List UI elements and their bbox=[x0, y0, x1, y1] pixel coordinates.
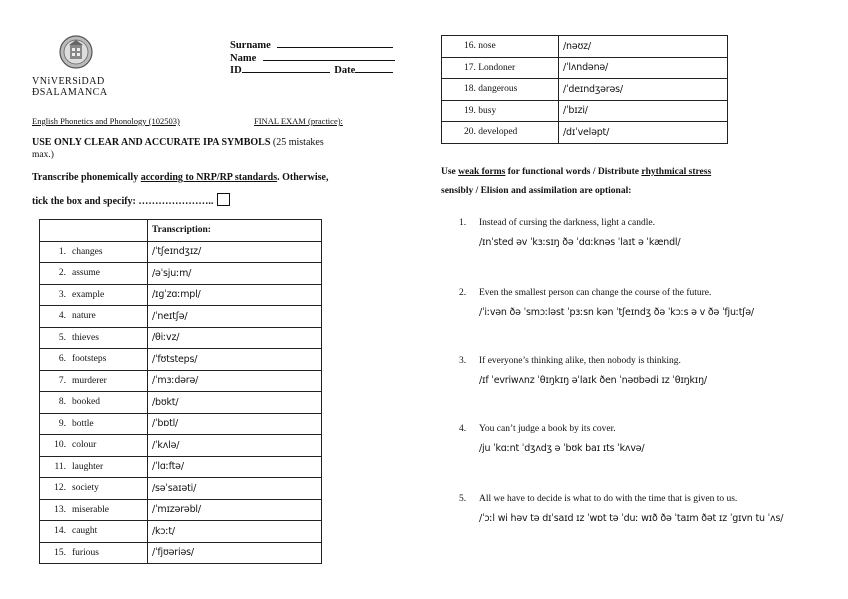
word-cell bbox=[40, 241, 148, 263]
word-cell: 16. nose bbox=[442, 36, 559, 58]
university-name-line2: ÐSALAMANCA bbox=[32, 87, 108, 98]
transcription-cell[interactable]: /ɪgˈzɑːmpl/ bbox=[148, 284, 322, 306]
word-number: 11. bbox=[54, 461, 66, 472]
word-cell: 17. Londoner bbox=[442, 57, 559, 79]
table-row bbox=[442, 36, 728, 58]
section2-instruction-line2: sensibly / Elision and assimilation are optional: bbox=[441, 186, 632, 196]
sentence-number: 1. bbox=[459, 218, 467, 228]
transcription-cell[interactable]: /ˈfʊtsteps/ bbox=[148, 349, 322, 371]
word-cell: 20. developed bbox=[442, 122, 559, 144]
word-cell bbox=[40, 263, 148, 285]
sentence-text-line bbox=[459, 288, 711, 298]
section2-instruction bbox=[441, 167, 711, 177]
word-text: assume bbox=[72, 268, 100, 279]
sentence-transcription[interactable]: /ˈɔːl wi həv tə dɪˈsaɪd ɪz ˈwɒt tə ˈduː wɪð ðə ˈtaɪm ðət ɪz ˈgɪvn tu ˈʌs/ bbox=[479, 513, 784, 524]
sentence-text: Instead of cursing the darkness, light a candle. bbox=[479, 218, 655, 228]
transcription-cell[interactable]: /ˈbɪzi/ bbox=[559, 100, 728, 122]
sentence-text-line bbox=[459, 218, 655, 228]
word-number: 7. bbox=[58, 375, 66, 386]
table-header-transcription: Transcription: bbox=[148, 220, 322, 242]
table-row bbox=[442, 79, 728, 101]
table-row bbox=[40, 241, 322, 263]
transcription-cell[interactable]: /ˈfjʊəriəs/ bbox=[148, 542, 322, 564]
word-text: colour bbox=[72, 440, 97, 451]
tick-text: tick the box and specify: ………………….. bbox=[32, 196, 214, 207]
transcription-cell[interactable]: /əˈsjuːm/ bbox=[148, 263, 322, 285]
table-row bbox=[40, 499, 322, 521]
sentence-transcription[interactable]: /ɪnˈsted əv ˈkɜːsɪŋ ðə ˈdɑːknəs ˈlaɪt ə ˈkændl/ bbox=[479, 237, 681, 248]
section2-mid: for functional words / Distribute bbox=[505, 167, 642, 177]
word-cell bbox=[40, 284, 148, 306]
word-text: murderer bbox=[72, 375, 107, 386]
word-number: 10. bbox=[54, 440, 66, 451]
word-cell bbox=[40, 392, 148, 414]
transcription-cell[interactable]: /ˈneɪtʃə/ bbox=[148, 306, 322, 328]
word-cell: 19. busy bbox=[442, 100, 559, 122]
word-text: furious bbox=[72, 547, 99, 558]
table-row bbox=[40, 392, 322, 414]
transcription-cell[interactable]: /səˈsaɪəti/ bbox=[148, 478, 322, 500]
table-row bbox=[442, 100, 728, 122]
word-number: 9. bbox=[58, 418, 66, 429]
standard-checkbox[interactable] bbox=[217, 193, 230, 206]
ipa-instruction-bold: USE ONLY CLEAR AND ACCURATE IPA SYMBOLS bbox=[32, 137, 271, 148]
transcribe-pre: Transcribe phonemically bbox=[32, 172, 141, 183]
ipa-instruction-note: (25 mistakes bbox=[272, 137, 324, 148]
transcription-cell[interactable]: /dɪˈveləpt/ bbox=[559, 122, 728, 144]
word-number: 8. bbox=[58, 397, 66, 408]
table-row bbox=[40, 435, 322, 457]
sentence-number: 2. bbox=[459, 288, 467, 298]
sentence-transcription[interactable]: /ˈiːvən ðə ˈsmɔːləst ˈpɜːsn kən ˈtʃeɪndʒ ðə ˈkɔːs ə v ðə ˈfjuːtʃə/ bbox=[479, 307, 754, 318]
transcription-cell[interactable]: /ˈkʌlə/ bbox=[148, 435, 322, 457]
transcription-cell[interactable]: /θiːvz/ bbox=[148, 327, 322, 349]
sentence-number: 3. bbox=[459, 356, 467, 366]
word-number: 5. bbox=[58, 332, 66, 343]
surname-label: Surname bbox=[230, 40, 271, 51]
word-text: society bbox=[72, 483, 99, 494]
id-line bbox=[242, 63, 330, 73]
word-table bbox=[39, 219, 322, 564]
surname-field[interactable] bbox=[230, 38, 393, 51]
word-cell bbox=[40, 456, 148, 478]
table-row bbox=[40, 542, 322, 564]
word-text: example bbox=[72, 289, 105, 300]
table-row bbox=[40, 284, 322, 306]
table-row bbox=[40, 263, 322, 285]
date-label: Date bbox=[334, 65, 356, 76]
table-row bbox=[40, 413, 322, 435]
course-title: English Phonetics and Phonology (102503) bbox=[32, 116, 180, 126]
table-row bbox=[40, 478, 322, 500]
table-header-empty bbox=[40, 220, 148, 242]
word-text: thieves bbox=[72, 332, 99, 343]
surname-line bbox=[277, 38, 393, 48]
sentence-number: 4. bbox=[459, 424, 467, 434]
word-cell bbox=[40, 499, 148, 521]
word-text: footsteps bbox=[72, 354, 107, 365]
word-cell bbox=[40, 306, 148, 328]
transcribe-post: . Otherwise, bbox=[277, 172, 329, 183]
date-line bbox=[355, 63, 393, 73]
word-number: 6. bbox=[58, 354, 66, 365]
table-header-row bbox=[40, 220, 322, 242]
table-row bbox=[40, 349, 322, 371]
sentence-transcription[interactable]: /ɪf ˈevriwʌnz ˈθɪŋkɪŋ əˈlaɪk ðen ˈnəʊbədi ɪz ˈθɪŋkɪŋ/ bbox=[479, 375, 707, 386]
word-text: booked bbox=[72, 397, 100, 408]
word-cell bbox=[40, 349, 148, 371]
transcription-cell[interactable]: /nəʊz/ bbox=[559, 36, 728, 58]
transcription-cell[interactable]: /ˈmɪzərəbl/ bbox=[148, 499, 322, 521]
table-row bbox=[442, 122, 728, 144]
sentence-text: If everyone’s thinking alike, then nobody is thinking. bbox=[479, 356, 681, 366]
transcription-cell[interactable]: /ˈlɑːftə/ bbox=[148, 456, 322, 478]
sentence-text-line bbox=[459, 356, 681, 366]
tick-instruction bbox=[32, 193, 230, 207]
exam-title: FINAL EXAM (practice): bbox=[254, 116, 343, 126]
transcription-cell[interactable]: /ˈmɜːdərə/ bbox=[148, 370, 322, 392]
table-row bbox=[40, 521, 322, 543]
id-label: ID bbox=[230, 65, 242, 76]
word-cell bbox=[40, 413, 148, 435]
word-cell bbox=[40, 521, 148, 543]
word-text: laughter bbox=[72, 461, 104, 472]
word-number: 1. bbox=[58, 246, 66, 257]
name-label: Name bbox=[230, 53, 257, 64]
transcription-cell[interactable]: /bʊkt/ bbox=[148, 392, 322, 414]
word-number: 12. bbox=[54, 483, 66, 494]
sentence-text-line bbox=[459, 494, 737, 504]
transcription-cell[interactable]: /ˈdeɪndʒərəs/ bbox=[559, 79, 728, 101]
ipa-instruction bbox=[32, 137, 324, 148]
transcribe-instruction bbox=[32, 172, 329, 183]
sentence-text: You can’t judge a book by its cover. bbox=[479, 424, 616, 434]
word-table-2 bbox=[441, 35, 728, 144]
transcription-cell[interactable]: /ˈbɒtl/ bbox=[148, 413, 322, 435]
transcription-cell[interactable]: /ˈlʌndənə/ bbox=[559, 57, 728, 79]
word-text: miserable bbox=[72, 504, 109, 515]
word-number: 2. bbox=[58, 268, 66, 279]
id-field[interactable] bbox=[230, 63, 393, 76]
word-text: bottle bbox=[72, 418, 94, 429]
table-row bbox=[442, 57, 728, 79]
sentence-text: Even the smallest person can change the course of the future. bbox=[479, 288, 712, 298]
table-row bbox=[40, 456, 322, 478]
word-number: 14. bbox=[54, 526, 66, 537]
section2-rhythm: rhythmical stress bbox=[641, 167, 712, 177]
table-row bbox=[40, 327, 322, 349]
ipa-instruction-note2: max.) bbox=[32, 150, 54, 160]
sentence-transcription[interactable]: /ju ˈkɑːnt ˈdʒʌdʒ ə ˈbʊk baɪ ɪts ˈkʌvə/ bbox=[479, 443, 645, 454]
word-number: 4. bbox=[58, 311, 66, 322]
table-row bbox=[40, 306, 322, 328]
table-row bbox=[40, 370, 322, 392]
word-cell bbox=[40, 435, 148, 457]
transcribe-standard: according to NRP/RP standards bbox=[140, 172, 278, 183]
word-cell: 18. dangerous bbox=[442, 79, 559, 101]
word-text: caught bbox=[72, 526, 98, 537]
word-cell bbox=[40, 370, 148, 392]
transcription-cell[interactable]: /ˈtʃeɪndʒɪz/ bbox=[148, 241, 322, 263]
word-number: 15. bbox=[54, 547, 66, 558]
name-line bbox=[263, 51, 395, 61]
word-number: 13. bbox=[54, 504, 66, 515]
sentence-text: All we have to decide is what to do with the time that is given to us. bbox=[479, 494, 738, 504]
word-cell bbox=[40, 478, 148, 500]
sentence-text-line bbox=[459, 424, 616, 434]
section2-use: Use bbox=[441, 167, 459, 177]
word-cell bbox=[40, 327, 148, 349]
word-cell bbox=[40, 542, 148, 564]
word-text: changes bbox=[72, 246, 103, 257]
word-text: nature bbox=[72, 311, 96, 322]
university-name-line1: VNiVERSiDAD bbox=[32, 76, 105, 87]
transcription-cell[interactable]: /kɔːt/ bbox=[148, 521, 322, 543]
sentence-number: 5. bbox=[459, 494, 467, 504]
section2-weak: weak forms bbox=[458, 167, 506, 177]
university-seal-icon bbox=[58, 34, 94, 70]
word-number: 3. bbox=[58, 289, 66, 300]
